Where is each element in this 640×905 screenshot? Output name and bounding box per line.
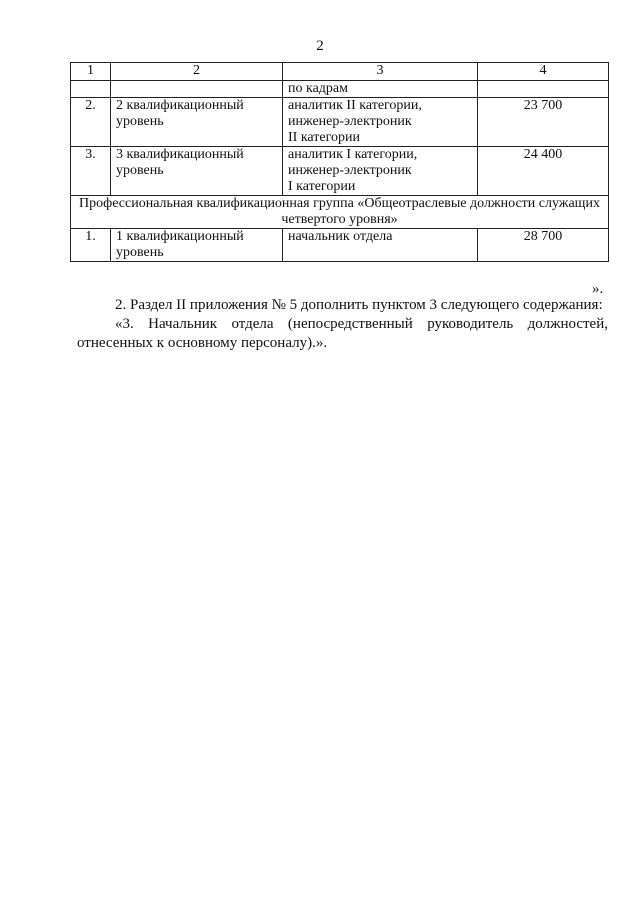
amendment-text-paragraph: «3. Начальник отдела (непосредственный руководитель должностей, отнесенных к основному персоналу).». <box>77 316 608 351</box>
position-cell: по кадрам <box>283 81 478 98</box>
table-row <box>71 147 609 196</box>
table-header-row <box>71 63 609 81</box>
page-number: 2 <box>316 38 324 54</box>
group-header-row <box>71 196 609 229</box>
table-header-cell: 2 <box>111 63 283 81</box>
professional-group-header: Профессиональная квалификационная группа «Общеотраслевые должности служащих четвертого уровня» <box>71 196 609 229</box>
qualification-level-cell: 2 квалификационный уровень <box>111 98 283 147</box>
salary-amount-cell: 24 400 <box>478 147 609 196</box>
table-header-cell: 3 <box>283 63 478 81</box>
salary-amount-cell <box>478 81 609 98</box>
table-header-cell: 1 <box>71 63 111 81</box>
table-header-cell: 4 <box>478 63 609 81</box>
amendment-paragraph: 2. Раздел II приложения № 5 дополнить пунктом 3 следующего содержания: <box>115 297 603 313</box>
position-cell: аналитик II категории, инженер-электроник II категории <box>283 98 478 147</box>
salary-table <box>70 62 609 262</box>
position-cell: аналитик I категории, инженер-электроник I категории <box>283 147 478 196</box>
row-number-cell <box>71 81 111 98</box>
table-row <box>71 81 609 98</box>
qualification-level-cell <box>111 81 283 98</box>
position-cell: начальник отдела <box>283 229 478 262</box>
row-number-cell: 3. <box>71 147 111 196</box>
row-number-cell: 1. <box>71 229 111 262</box>
row-number-cell: 2. <box>71 98 111 147</box>
table-row <box>71 229 609 262</box>
closing-quote: ». <box>592 281 604 297</box>
salary-amount-cell: 23 700 <box>478 98 609 147</box>
salary-amount-cell: 28 700 <box>478 229 609 262</box>
qualification-level-cell: 1 квалификационный уровень <box>111 229 283 262</box>
qualification-level-cell: 3 квалификационный уровень <box>111 147 283 196</box>
table-row <box>71 98 609 147</box>
